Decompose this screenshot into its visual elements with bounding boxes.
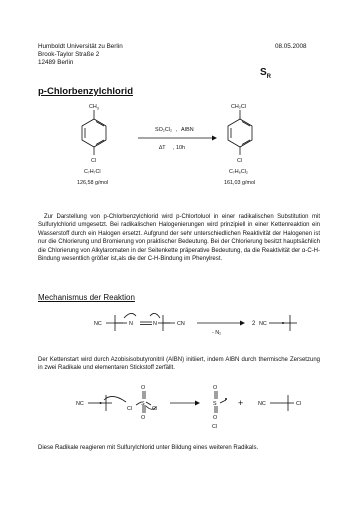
radical-dot xyxy=(282,322,284,324)
reaction-arrowhead-2 xyxy=(195,401,200,406)
reactant-ch3-label: $CH_3$ xyxy=(89,104,99,111)
reaction-arrowhead xyxy=(212,136,217,141)
reactant-molar-mass: 126,58 g/mol xyxy=(77,180,109,186)
reagent-aibn: AIBN xyxy=(181,127,194,133)
scheme1-radical-nc: NC xyxy=(259,321,267,327)
scheme1-n1: N xyxy=(129,321,133,327)
document-code-sub: R xyxy=(266,74,272,80)
reactant-benzene-ring xyxy=(82,119,106,147)
reactant-cl-label: Cl xyxy=(91,158,97,164)
scheme2-product-chloride: Cl xyxy=(296,401,302,407)
product-benzene-ring xyxy=(228,119,252,147)
aibn-decomposition-scheme xyxy=(0,306,358,351)
scheme2-product-cl: Cl xyxy=(212,424,218,430)
scheme2-o-bottom: O xyxy=(141,415,146,421)
address-line-1: Humboldt Universität zu Berlin xyxy=(38,43,123,50)
sulfuryl-chloride-scheme xyxy=(0,378,358,433)
document-code-main: S xyxy=(260,67,267,78)
document-date: 08.05.2008 xyxy=(275,43,307,50)
electron-arrow xyxy=(150,313,160,318)
decomposition-arrowhead xyxy=(240,321,245,326)
intro-paragraph: Zur Darstellung von p-Chlorbenzylchlorid wird p-Chlortoluol in einer radikalischen Substitution mit Sulfurylchlorid umgesetzt. Bei radikalischen Halogenierungen wird prinzipiell in einer Kettenreaktion ein Wasserstoff durch ein Halogen ersetzt. Aufgrund der sehr unterschiedlichen Reaktivität der Halogenen ist nur die Chlorierung und Bromierung von praktischer Bedeutung. Bei der Chlorierung besitzt hauptsächlich die Chlorierung von Alkylaromaten in der Seitenkette präperative Bedeutung, da die Reaktivität der α-C-H-Bindung wesentlich größer ist,als die der C-H-Bindung im Phenylrest. xyxy=(38,214,320,263)
radical-dot xyxy=(100,402,102,404)
page-title: p-Chlorbenzylchlorid xyxy=(38,86,133,97)
mechanism-heading: Mechanismus der Reaktion xyxy=(38,293,135,302)
chain-start-paragraph: Der Kettenstart wird durch Azobisisobutyronitril (AIBN) initiiert, indem AIBN durch thermische Zersetzung in zwei Radikale und elementaren Stickstoff zerfällt. xyxy=(38,357,320,372)
scheme1-n2: N xyxy=(153,321,157,327)
reaction-scheme xyxy=(0,100,358,210)
reagent-so2cl2: SO₂Cl₂ xyxy=(155,127,173,133)
scheme2-product-o-bottom: O xyxy=(213,415,218,421)
reagent-time: , 10h xyxy=(173,145,185,151)
address-block xyxy=(38,43,123,67)
scheme1-coefficient: 2 xyxy=(252,321,256,327)
address-line-3: 12489 Berlin xyxy=(38,59,74,66)
product-cl-label: Cl xyxy=(237,158,243,164)
radical-paragraph: Diese Radikale reagieren mit Sulfurylchlorid unter Bildung eines weiteren Radikals. xyxy=(38,445,259,451)
reagent-separator: , xyxy=(176,127,178,133)
electron-arrow xyxy=(124,313,136,318)
scheme2-o-top: O xyxy=(141,385,146,391)
scheme2-plus: + xyxy=(238,398,244,408)
product-molar-mass: 161,03 g/mol xyxy=(224,180,256,186)
scheme2-product-s: S xyxy=(213,401,217,407)
bond-product-s-cl-radical xyxy=(220,400,226,403)
address-line-2: Brook-Taylor Straße 2 xyxy=(38,51,100,58)
scheme2-cl-left: Cl xyxy=(127,406,133,412)
scheme2-cl-right: Cl xyxy=(152,406,158,412)
radical-dot xyxy=(225,398,227,400)
scheme2-product-o-top: O xyxy=(213,385,218,391)
product-ch2cl-label: CH₂Cl xyxy=(231,104,246,110)
electron-arrow xyxy=(104,396,126,402)
document-code xyxy=(260,67,271,80)
product-formula: C₇H₆Cl₂ xyxy=(229,169,248,175)
bond-s-cl xyxy=(146,402,151,405)
scheme1-nc-left: NC xyxy=(94,321,102,327)
reactant-formula: C₇H₇Cl xyxy=(84,169,101,175)
scheme1-minus-n2: - N₂ xyxy=(212,330,222,336)
scheme1-cn-right: CN xyxy=(177,321,185,327)
scheme2-nc: NC xyxy=(76,401,84,407)
scheme2-product-nc: NC xyxy=(258,401,266,407)
reagent-heat: ∆T xyxy=(159,145,166,151)
scheme2-s: S xyxy=(141,401,145,407)
